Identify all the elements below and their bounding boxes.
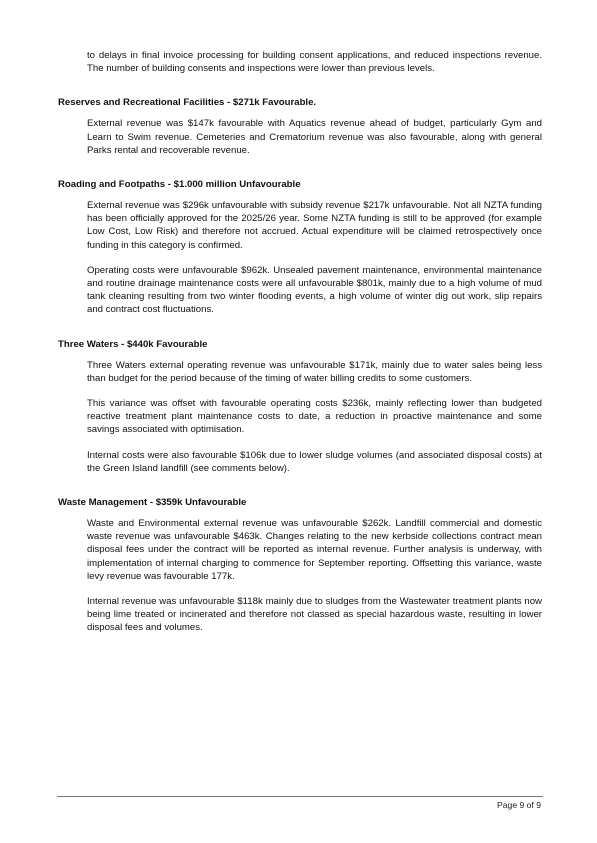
section-heading: Reserves and Recreational Facilities - $271k Favourable. <box>58 97 317 109</box>
paragraph: Internal costs were also favourable $106k due to lower sludge volumes (and associated disposal costs) at the Green Island landfill (see comments below). <box>87 449 542 474</box>
footer-divider <box>57 796 543 797</box>
paragraph: Internal revenue was unfavourable $118k mainly due to sludges from the Wastewater treatment plants now being lime treated or incinerated and therefore not classed as special hazardous waste, resulting in lower disposal fees and volumes. <box>87 596 542 634</box>
paragraph: Waste and Environmental external revenue was unfavourable $262k. Landfill commercial and domestic waste revenue was unfavourable $463k. Changes relating to the new kerbside collections contract mean disposal fees under the contract will be reported as internal revenue. Further analysis is underway, with implementation of internal charging to commence for September reporting. Offsetting this variance, waste levy revenue was favourable 177k. <box>87 518 542 582</box>
paragraph: to delays in final invoice processing for building consent applications, and reduced inspections revenue. The number of building consents and inspections were lower than previous levels. <box>87 50 542 75</box>
paragraph: This variance was offset with favourable operating costs $236k, mainly reflecting lower than budgeted reactive treatment plant maintenance costs to date, a reduction in proactive maintenance and some savings associated with optimisation. <box>87 398 542 436</box>
page-number: Page 9 of 9 <box>497 800 541 810</box>
section-heading: Three Waters - $440k Favourable <box>58 338 208 350</box>
paragraph: Operating costs were unfavourable $962k. Unsealed pavement maintenance, environmental maintenance and routine drainage maintenance costs were all unfavourable $801k, mainly due to a high volume of mud tank cleaning resulting from two winter flooding events, a high volume of winter dig out work, slip repairs and contract cost fluctuations. <box>87 264 542 316</box>
paragraph: External revenue was $296k unfavourable with subsidy revenue $217k unfavourable. Not all NZTA funding has been officially approved for the 2025/26 year. Some NZTA funding is still to be approved (for example Low Cost, Low Risk) and therefore not accrued. Actual expenditure will be claimed retrospectively once funding in this category is confirmed. <box>87 200 542 251</box>
section-heading: Waste Management - $359k Unfavourable <box>58 497 247 509</box>
section-heading: Roading and Footpaths - $1.000 million Unfavourable <box>58 179 301 191</box>
paragraph: Three Waters external operating revenue was unfavourable $171k, mainly due to water sales being less than budget for the period because of the timing of water billing credits to some customers. <box>87 359 542 384</box>
report-body <box>58 49 542 635</box>
paragraph: External revenue was $147k favourable with Aquatics revenue ahead of budget, particularly Gym and Learn to Swim revenue. Cemeteries and Crematorium revenue was also favourable, along with general Parks rental and recoverable revenue. <box>87 118 542 156</box>
